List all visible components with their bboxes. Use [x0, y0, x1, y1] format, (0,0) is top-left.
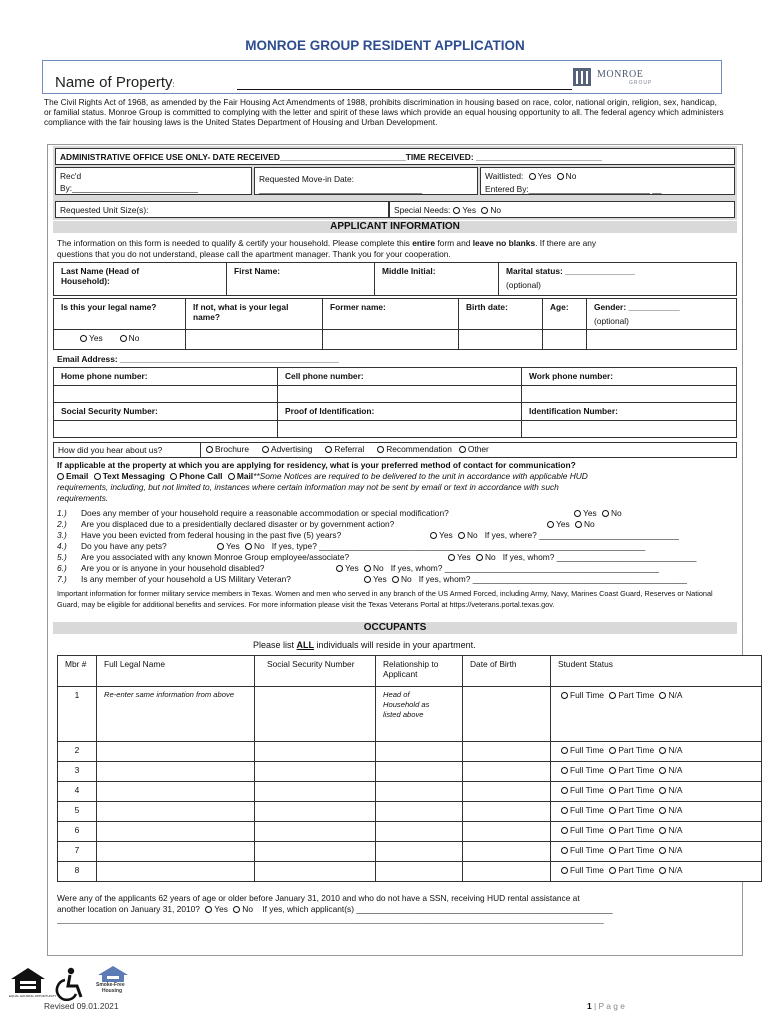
yes-radio[interactable] [547, 521, 554, 528]
student-status-cell: Full Time Part Time N/A [551, 802, 762, 822]
occupant-row [58, 742, 762, 762]
full-name-cell[interactable] [97, 842, 255, 862]
waitlist-no-radio[interactable] [557, 173, 564, 180]
na-radio[interactable] [659, 747, 666, 754]
dob-cell[interactable] [463, 762, 551, 782]
dob-cell[interactable] [463, 742, 551, 762]
col-student-status: Student Status [551, 656, 762, 687]
ssn-cell[interactable] [255, 687, 376, 742]
dob-cell[interactable] [463, 842, 551, 862]
full-name-cell[interactable] [97, 782, 255, 802]
contact-table [53, 367, 737, 438]
property-label: Name of Property: [55, 74, 175, 91]
email-field[interactable]: Email Address: _______________________________________________ [57, 354, 339, 364]
occupants-instruction: Please list ALL individuals will reside in your apartment. [253, 640, 476, 650]
part-time-radio[interactable] [609, 787, 616, 794]
na-radio[interactable] [659, 692, 666, 699]
first-name-cell[interactable]: First Name: [227, 263, 375, 296]
occupant-row [58, 687, 762, 742]
page-title: MONROE GROUP RESIDENT APPLICATION [245, 38, 525, 53]
part-time-radio[interactable] [609, 767, 616, 774]
ssn-cell[interactable] [255, 782, 376, 802]
office-use-row: ADMINISTRATIVE OFFICE USE ONLY- DATE RECEIVED___________________________TIME RECEIVED: ___________________________ [55, 148, 735, 165]
ssn-cell[interactable]: Social Security Number: [54, 403, 278, 421]
relationship-cell[interactable] [376, 862, 463, 882]
member-number: 6 [58, 822, 97, 842]
gender-cell[interactable]: Gender: ___________ (optional) [587, 299, 737, 330]
applicant-heading: APPLICANT INFORMATION [53, 221, 737, 233]
student-status-cell: Full Time Part Time N/A [551, 782, 762, 802]
na-radio[interactable] [659, 787, 666, 794]
occupant-row [58, 762, 762, 782]
contact-question: If applicable at the property at which you are applying for residency, what is your preferred method of contact for communication? [57, 460, 576, 470]
yes-radio[interactable] [364, 576, 371, 583]
applicant-intro-2: questions that you do not understand, please call the apartment manager. Thank you for your cooperation. [57, 249, 451, 259]
relationship-cell: Head of Household as listed above [376, 687, 463, 742]
radio-icon [262, 446, 269, 453]
occupants-heading: OCCUPANTS [53, 622, 737, 634]
full-time-radio[interactable] [561, 747, 568, 754]
student-status-cell: Full Time Part Time N/A [551, 862, 762, 882]
relationship-cell[interactable] [376, 842, 463, 862]
contact-options: Email Text Messaging Phone Call Mail**Some Notices are required to be delivered to the unit in accordance with applicable HUD [57, 471, 588, 481]
mail-radio[interactable] [228, 473, 235, 480]
radio-icon [459, 446, 466, 453]
equal-housing-text: EQUAL HOUSING OPPORTUNITY [9, 994, 57, 998]
occupant-row [58, 782, 762, 802]
na-radio[interactable] [659, 767, 666, 774]
member-number: 8 [58, 862, 97, 882]
no-radio[interactable] [364, 565, 371, 572]
age62-no-radio[interactable] [233, 906, 240, 913]
no-radio[interactable] [602, 510, 609, 517]
ssn-cell[interactable] [255, 822, 376, 842]
legal-name-table [53, 298, 737, 350]
ssn-cell[interactable] [255, 842, 376, 862]
student-status-cell: Full Time Part Time N/A [551, 687, 762, 742]
full-time-radio[interactable] [561, 692, 568, 699]
unit-size-cell[interactable]: Requested Unit Size(s): [55, 201, 389, 218]
no-radio[interactable] [458, 532, 465, 539]
na-radio[interactable] [659, 867, 666, 874]
move-in-cell[interactable]: Requested Move-in Date: ___________________________________ [254, 167, 478, 195]
accessibility-logo [53, 967, 87, 1001]
radio-icon [206, 446, 213, 453]
text-radio[interactable] [94, 473, 101, 480]
member-number: 4 [58, 782, 97, 802]
yes-radio[interactable] [430, 532, 437, 539]
na-radio[interactable] [659, 827, 666, 834]
relationship-cell[interactable] [376, 762, 463, 782]
dob-cell[interactable] [463, 862, 551, 882]
waitlist-cell: Waitlisted: Yes No Entered By:__________________________ __ [480, 167, 735, 195]
special-needs-yes-radio[interactable] [453, 207, 460, 214]
no-radio[interactable] [392, 576, 399, 583]
radio-icon [325, 446, 332, 453]
dob-cell[interactable] [463, 822, 551, 842]
student-status-cell: Full Time Part Time N/A [551, 742, 762, 762]
hear-option-advertising[interactable]: Advertising [259, 444, 312, 454]
age62-yes-radio[interactable] [205, 906, 212, 913]
special-needs-cell: Special Needs: Yes No [389, 201, 735, 218]
yes-radio[interactable] [574, 510, 581, 517]
hear-option-other[interactable]: Other [456, 444, 489, 454]
col-ssn: Social Security Number [255, 656, 376, 687]
hear-option-recommendation[interactable]: Recommendation [374, 444, 452, 454]
part-time-radio[interactable] [609, 807, 616, 814]
revised-date: Revised 09.01.2021 [44, 1001, 119, 1011]
na-radio[interactable] [659, 807, 666, 814]
page-number: 1 | P a g e [587, 1001, 625, 1011]
phone-radio[interactable] [170, 473, 177, 480]
name-table [53, 262, 737, 296]
applicant-intro: The information on this form is needed to qualify & certify your household. Please complete this entire form and leave no blanks. If there are any [57, 238, 597, 248]
occupant-row [58, 842, 762, 862]
legal-no-radio[interactable] [120, 335, 127, 342]
legal-name-question: Is this your legal name? [54, 299, 186, 330]
no-radio[interactable] [245, 543, 252, 550]
legal-name-cell[interactable]: If not, what is your legal name? [186, 299, 323, 330]
legal-name-radios: Yes No [54, 330, 186, 350]
cell-phone-cell[interactable]: Cell phone number: [278, 368, 522, 386]
occupant-row [58, 862, 762, 882]
age-cell[interactable]: Age: [543, 299, 587, 330]
contact-note: requirements, including, but not limited to, instances where certain information may not be sent by email or text in accordance with such [57, 482, 559, 492]
occupant-row [58, 802, 762, 822]
full-time-radio[interactable] [561, 767, 568, 774]
waitlist-yes-radio[interactable] [529, 173, 536, 180]
civil-rights-text: The Civil Rights Act of 1968, as amended by the Fair Housing Act Amendments of 1988, prohibits discrimination in housing based on race, color, national origin, religion, sex, handicap, or familial status. Monroe Group is committed to complying with the letter and spirit of these laws which provide an equal housing opportunity to all. The federal agency which administers compliance with the fair housing laws is the United States Department of Housing and Urban Development. [44, 97, 724, 128]
full-name-cell[interactable] [97, 762, 255, 782]
col-relationship: Relationship to Applicant [376, 656, 463, 687]
hear-about-options [201, 443, 737, 458]
part-time-radio[interactable] [609, 747, 616, 754]
last-name-cell[interactable]: Last Name (Head of Household): [54, 263, 227, 296]
full-time-radio[interactable] [561, 807, 568, 814]
property-input[interactable] [237, 89, 572, 90]
dob-cell[interactable] [463, 782, 551, 802]
student-status-cell: Full Time Part Time N/A [551, 822, 762, 842]
relationship-cell[interactable] [376, 782, 463, 802]
member-number: 5 [58, 802, 97, 822]
proof-id-cell[interactable]: Proof of Identification: [278, 403, 522, 421]
part-time-radio[interactable] [609, 847, 616, 854]
dob-cell[interactable] [463, 802, 551, 822]
relationship-cell[interactable] [376, 802, 463, 822]
id-number-cell[interactable]: Identification Number: [522, 403, 737, 421]
col-mbr: Mbr # [58, 656, 97, 687]
former-name-cell[interactable]: Former name: [323, 299, 459, 330]
ssn-cell[interactable] [255, 802, 376, 822]
hear-option-referral[interactable]: Referral [322, 444, 364, 454]
hear-option-brochure[interactable]: Brochure [203, 444, 249, 454]
hear-about-label: How did you hear about us? [54, 443, 201, 458]
occupants-table [57, 655, 762, 882]
age62-question: Were any of the applicants 62 years of age or older before January 31, 2010 and who do not have a SSN, receiving HUD rental assistance at [57, 893, 580, 903]
yes-radio[interactable] [336, 565, 343, 572]
ssn-cell[interactable] [255, 862, 376, 882]
contact-note-end: requirements. [57, 493, 109, 503]
relationship-cell[interactable] [376, 742, 463, 762]
smoke-free-logo: Smoke-Free Housing [92, 965, 134, 1003]
monroe-logo: MONROE GROUP [573, 67, 683, 89]
wheelchair-icon [53, 967, 87, 1001]
dob-cell[interactable] [463, 687, 551, 742]
part-time-radio[interactable] [609, 827, 616, 834]
occupant-row [58, 822, 762, 842]
col-dob: Date of Birth [463, 656, 551, 687]
full-time-radio[interactable] [561, 847, 568, 854]
building-icon [573, 68, 591, 86]
col-name: Full Legal Name [97, 656, 255, 687]
middle-initial-cell[interactable]: Middle Initial: [375, 263, 499, 296]
hear-about-table [53, 442, 737, 458]
no-radio[interactable] [575, 521, 582, 528]
part-time-radio[interactable] [609, 867, 616, 874]
recd-cell[interactable]: Rec'd By:___________________________ [55, 167, 252, 195]
full-time-radio[interactable] [561, 867, 568, 874]
yes-radio[interactable] [217, 543, 224, 550]
home-phone-cell[interactable]: Home phone number: [54, 368, 278, 386]
birth-date-cell[interactable]: Birth date: [459, 299, 543, 330]
full-name-cell[interactable] [97, 742, 255, 762]
full-time-radio[interactable] [561, 787, 568, 794]
admin-section [53, 146, 737, 220]
email-radio[interactable] [57, 473, 64, 480]
age62-question-2: another location on January 31, 2010? Yes No If yes, which applicant(s) _______________________________________________________ [57, 904, 613, 914]
ssn-cell[interactable] [255, 762, 376, 782]
property-box [42, 60, 722, 94]
part-time-radio[interactable] [609, 692, 616, 699]
special-needs-no-radio[interactable] [481, 207, 488, 214]
student-status-cell: Full Time Part Time N/A [551, 842, 762, 862]
member-number: 1 [58, 687, 97, 742]
marital-status-cell[interactable]: Marital status: _______________ (optional) [499, 263, 737, 296]
veterans-note: Important information for former military service members in Texas. Women and men who served in any branch of the US Armed Forced, including Army, Navy, Marines Coast Guard, Reserves or National Guard, may be eligible for additional benefits and services. For more information please visit the Texas Veterans Portal at https://veterans.portal.texas.gov. [57, 589, 713, 609]
work-phone-cell[interactable]: Work phone number: [522, 368, 737, 386]
full-name-cell[interactable] [97, 822, 255, 842]
full-time-radio[interactable] [561, 827, 568, 834]
yes-radio[interactable] [448, 554, 455, 561]
na-radio[interactable] [659, 847, 666, 854]
no-radio[interactable] [476, 554, 483, 561]
age62-line[interactable]: _____________________________________________________________________________________________________________________________________ [57, 915, 604, 924]
full-name-cell[interactable] [97, 802, 255, 822]
legal-yes-radio[interactable] [80, 335, 87, 342]
radio-icon [377, 446, 384, 453]
full-name-cell[interactable] [97, 862, 255, 882]
ssn-cell[interactable] [255, 742, 376, 762]
occupants-header-row [58, 656, 762, 687]
full-name-cell[interactable]: Re-enter same information from above [97, 687, 255, 742]
member-number: 3 [58, 762, 97, 782]
member-number: 2 [58, 742, 97, 762]
student-status-cell: Full Time Part Time N/A [551, 762, 762, 782]
member-number: 7 [58, 842, 97, 862]
smoke-free-icon [92, 965, 134, 983]
relationship-cell[interactable] [376, 822, 463, 842]
